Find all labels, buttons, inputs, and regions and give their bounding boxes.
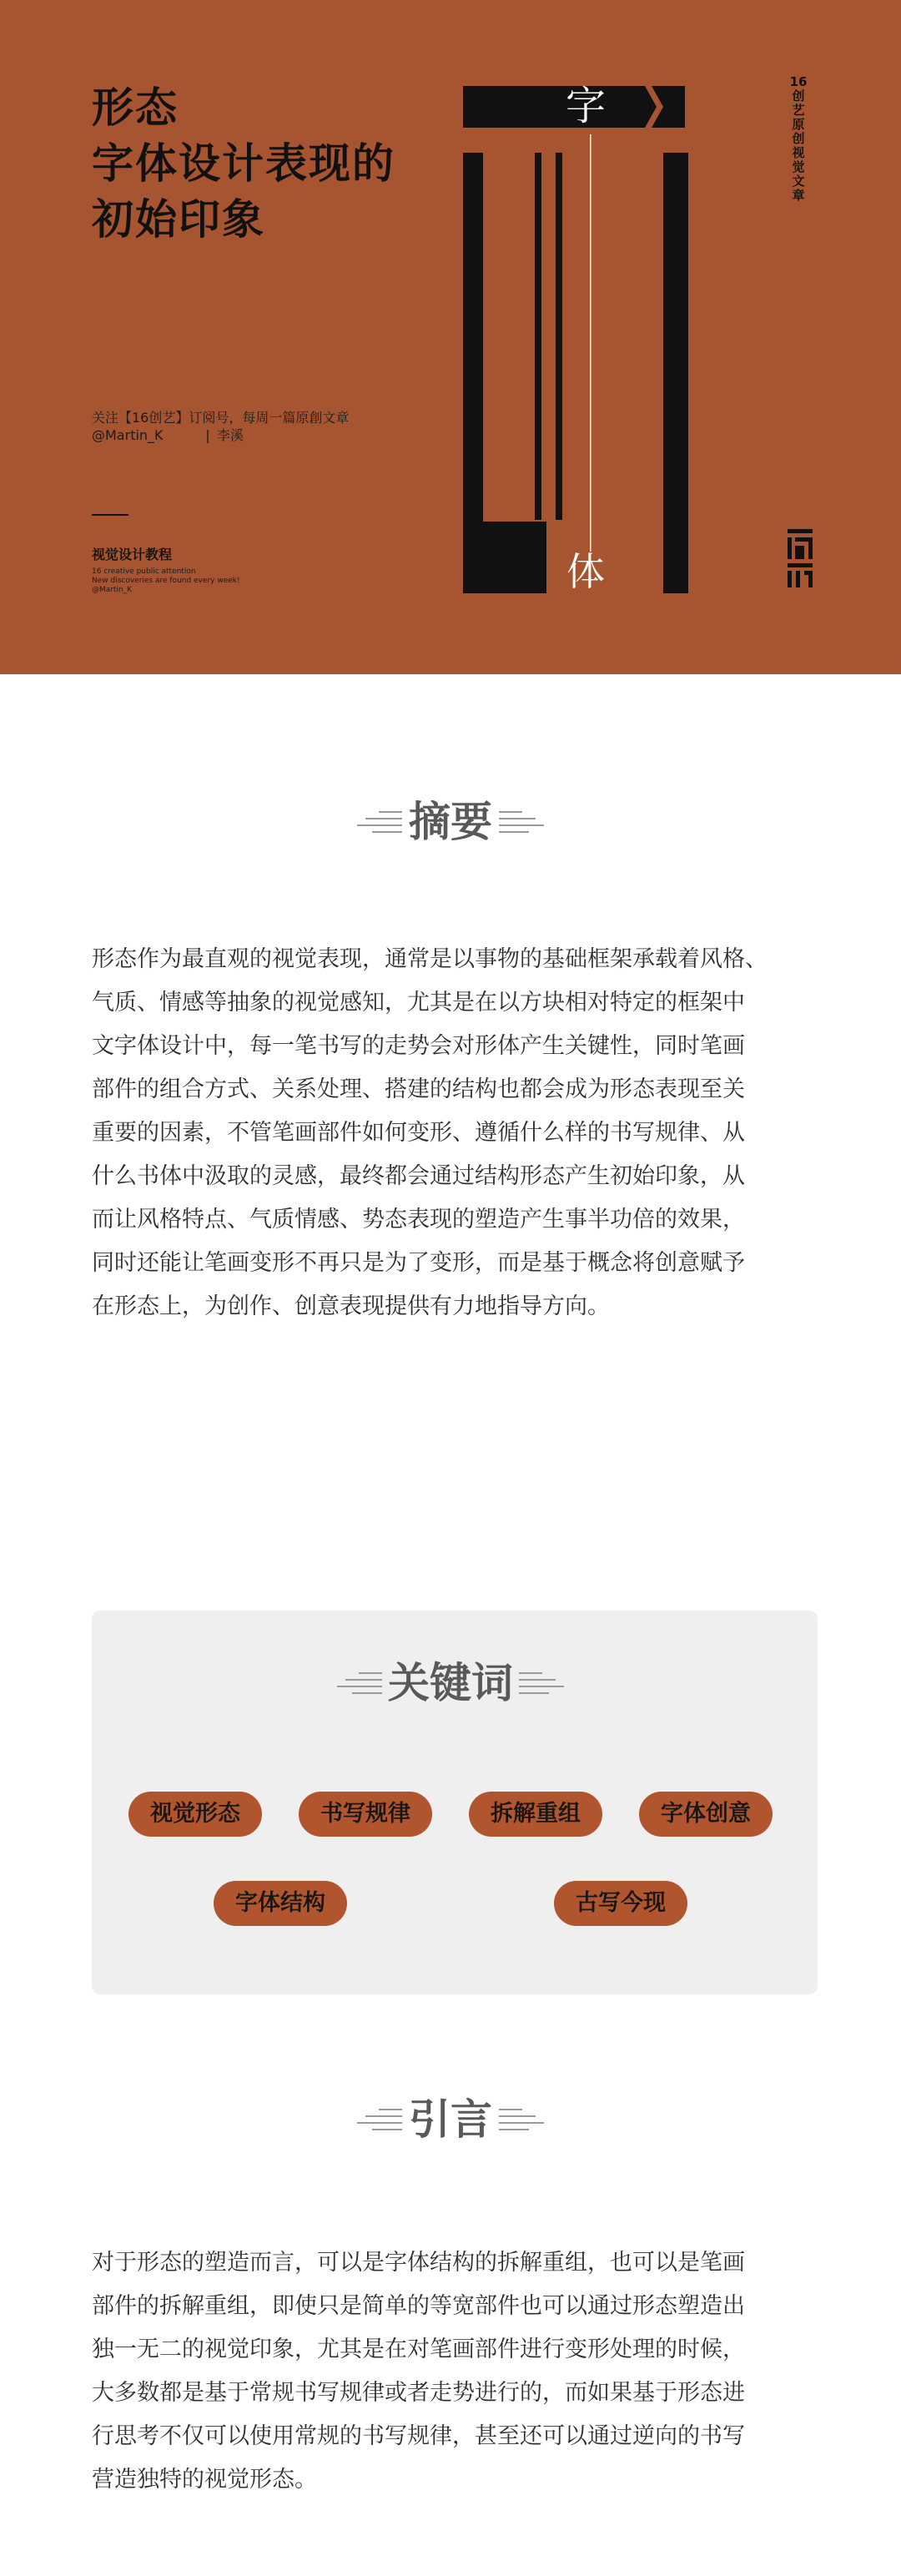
abstract-heading: 摘要	[409, 797, 492, 846]
abstract-line: 气质、情感等抽象的视觉感知，尤其是在以方块相对特定的框架中	[92, 990, 745, 1016]
abstract-line: 同时还能让笔画变形不再只是为了变形，而是基于概念将创意赋予	[92, 1250, 745, 1276]
hero-title	[92, 80, 395, 248]
hero-divider	[92, 514, 128, 516]
abstract-line: 形态作为最直观的视觉表现，通常是以事物的基础框架承载着风格、	[92, 946, 768, 972]
art-char-bottom: 体	[566, 549, 605, 594]
hero-title-line: 形态	[92, 83, 179, 132]
heading-deco-lines-icon	[519, 1669, 564, 1699]
vertical-caption: 16创艺原创视觉文章	[789, 74, 808, 203]
hero-title-line: 初始印象	[92, 195, 265, 244]
keywords-heading-block	[0, 1654, 901, 1712]
series-caption-line: @Martin_K	[92, 586, 133, 594]
zi-ti-glyph-art	[463, 79, 713, 597]
abstract-text	[92, 938, 826, 1328]
follow-text: 关注【16创艺】订阅号，每周一篇原創文章	[92, 410, 350, 426]
abstract-line: 而让风格特点、气质情感、势态表现的塑造产生事半功倍的效果，	[92, 1207, 745, 1233]
keyword-tag[interactable]: 古写今现	[554, 1881, 687, 1926]
keywords-panel	[92, 1611, 818, 1994]
abstract-line: 什么书体中汲取的灵感，最终都会通过结构形态产生初始印象，从	[92, 1163, 745, 1189]
keyword-tag[interactable]: 书写规律	[299, 1792, 432, 1837]
keyword-tag[interactable]: 拆解重组	[469, 1792, 602, 1837]
keywords-heading: 关键词	[388, 1658, 513, 1707]
abstract-heading-block	[0, 793, 901, 851]
keyword-tag[interactable]: 视觉形态	[128, 1792, 262, 1837]
intro-line: 行思考不仅可以使用常规的书写规律，甚至还可以通过逆向的书写	[92, 2423, 745, 2449]
intro-line: 对于形态的塑造而言，可以是字体结构的拆解重组，也可以是笔画	[92, 2250, 745, 2276]
series-caption-line: New discoveries are found every week!	[92, 577, 240, 585]
series-title: 视觉设计教程	[92, 547, 173, 562]
abstract-line: 重要的因素，不管笔画部件如何变形、遵循什么样的书写规律、从	[92, 1120, 745, 1146]
brand-logo-icon	[786, 527, 814, 589]
series-caption-line: 16 creative public attention	[92, 567, 196, 576]
intro-line: 部件的拆解重组，即使只是简单的等宽部件也可以通过形态塑造出	[92, 2293, 745, 2319]
intro-line: 营造独特的视觉形态。	[92, 2467, 317, 2493]
heading-deco-lines-icon	[499, 2105, 544, 2135]
hero-title-line: 字体设计表现的	[92, 139, 395, 188]
author-handle: @Martin_K	[92, 427, 164, 443]
hero-banner	[0, 0, 901, 674]
abstract-line: 部件的组合方式、关系处理、搭建的结构也都会成为形态表现至关	[92, 1076, 745, 1102]
intro-line: 独一无二的视觉印象，尤其是在对笔画部件进行变形处理的时候，	[92, 2337, 745, 2362]
divider: |	[205, 427, 210, 443]
intro-text	[92, 2241, 826, 2502]
author-name: 李溪	[217, 427, 244, 443]
heading-deco-lines-icon	[499, 808, 544, 838]
intro-line: 大多数都是基于常规书写规律或者走势进行的，而如果基于形态进	[92, 2380, 745, 2406]
abstract-line: 文字体设计中，每一笔书写的走势会对形体产生关键性，同时笔画	[92, 1033, 745, 1059]
abstract-line: 在形态上，为创作、创意表现提供有力地指导方向。	[92, 1293, 610, 1319]
intro-heading-block	[0, 2090, 901, 2149]
keyword-tag[interactable]: 字体结构	[214, 1881, 347, 1926]
art-char-top: 字	[565, 83, 607, 129]
intro-heading: 引言	[409, 2095, 492, 2144]
keyword-tag[interactable]: 字体创意	[639, 1792, 773, 1837]
series-caption	[92, 567, 240, 595]
follow-info	[92, 409, 349, 444]
